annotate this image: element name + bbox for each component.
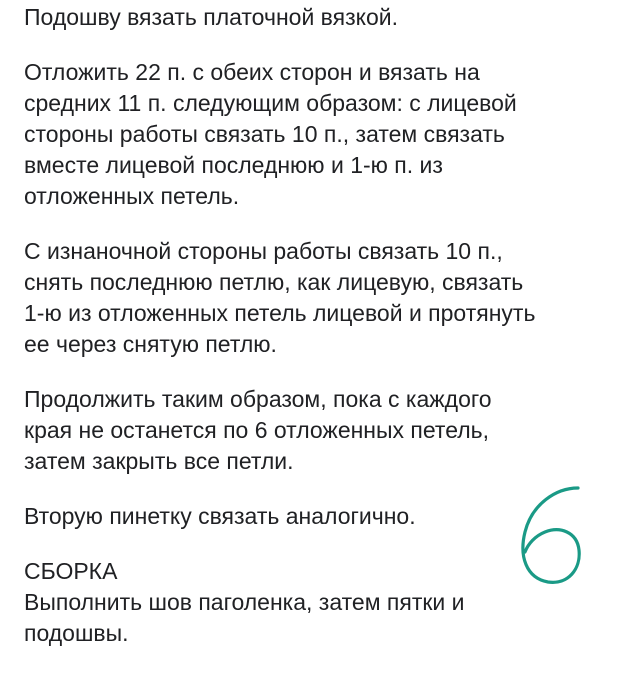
- paragraph-wrong-side: [24, 236, 624, 360]
- text-line: подошвы.: [24, 620, 129, 646]
- text-line: Продолжить таким образом, пока с каждого: [24, 386, 492, 412]
- handwritten-six-annotation: [510, 480, 590, 590]
- paragraph-continue: [24, 384, 624, 477]
- section-heading: СБОРКА: [24, 558, 118, 584]
- text-line: края не останется по 6 отложенных петель,: [24, 417, 490, 443]
- text-line: снять последнюю петлю, как лицевую, связать: [24, 269, 524, 295]
- text-line: средних 11 п. следующим образом: с лицевой: [24, 90, 517, 116]
- text-line: отложенных петель.: [24, 183, 240, 209]
- text-line: ее через снятую петлю.: [24, 331, 277, 357]
- text-line: С изнаночной стороны работы связать 10 п.,: [24, 238, 503, 264]
- text-line: Выполнить шов паголенка, затем пятки и: [24, 589, 465, 615]
- text-line: Подошву вязать платочной вязкой.: [24, 4, 398, 30]
- text-line: Отложить 22 п. с обеих сторон и вязать на: [24, 59, 480, 85]
- text-line: стороны работы связать 10 п., затем связать: [24, 121, 505, 147]
- handwritten-six-stroke: [523, 488, 579, 582]
- text-line: затем закрыть все петли.: [24, 448, 294, 474]
- text-line: 1-ю из отложенных петель лицевой и протянуть: [24, 300, 536, 326]
- paragraph-set-aside: [24, 57, 624, 212]
- text-line: вместе лицевой последнюю и 1-ю п. из: [24, 152, 443, 178]
- paragraph-sole: [24, 2, 624, 33]
- text-line: Вторую пинетку связать аналогично.: [24, 503, 416, 529]
